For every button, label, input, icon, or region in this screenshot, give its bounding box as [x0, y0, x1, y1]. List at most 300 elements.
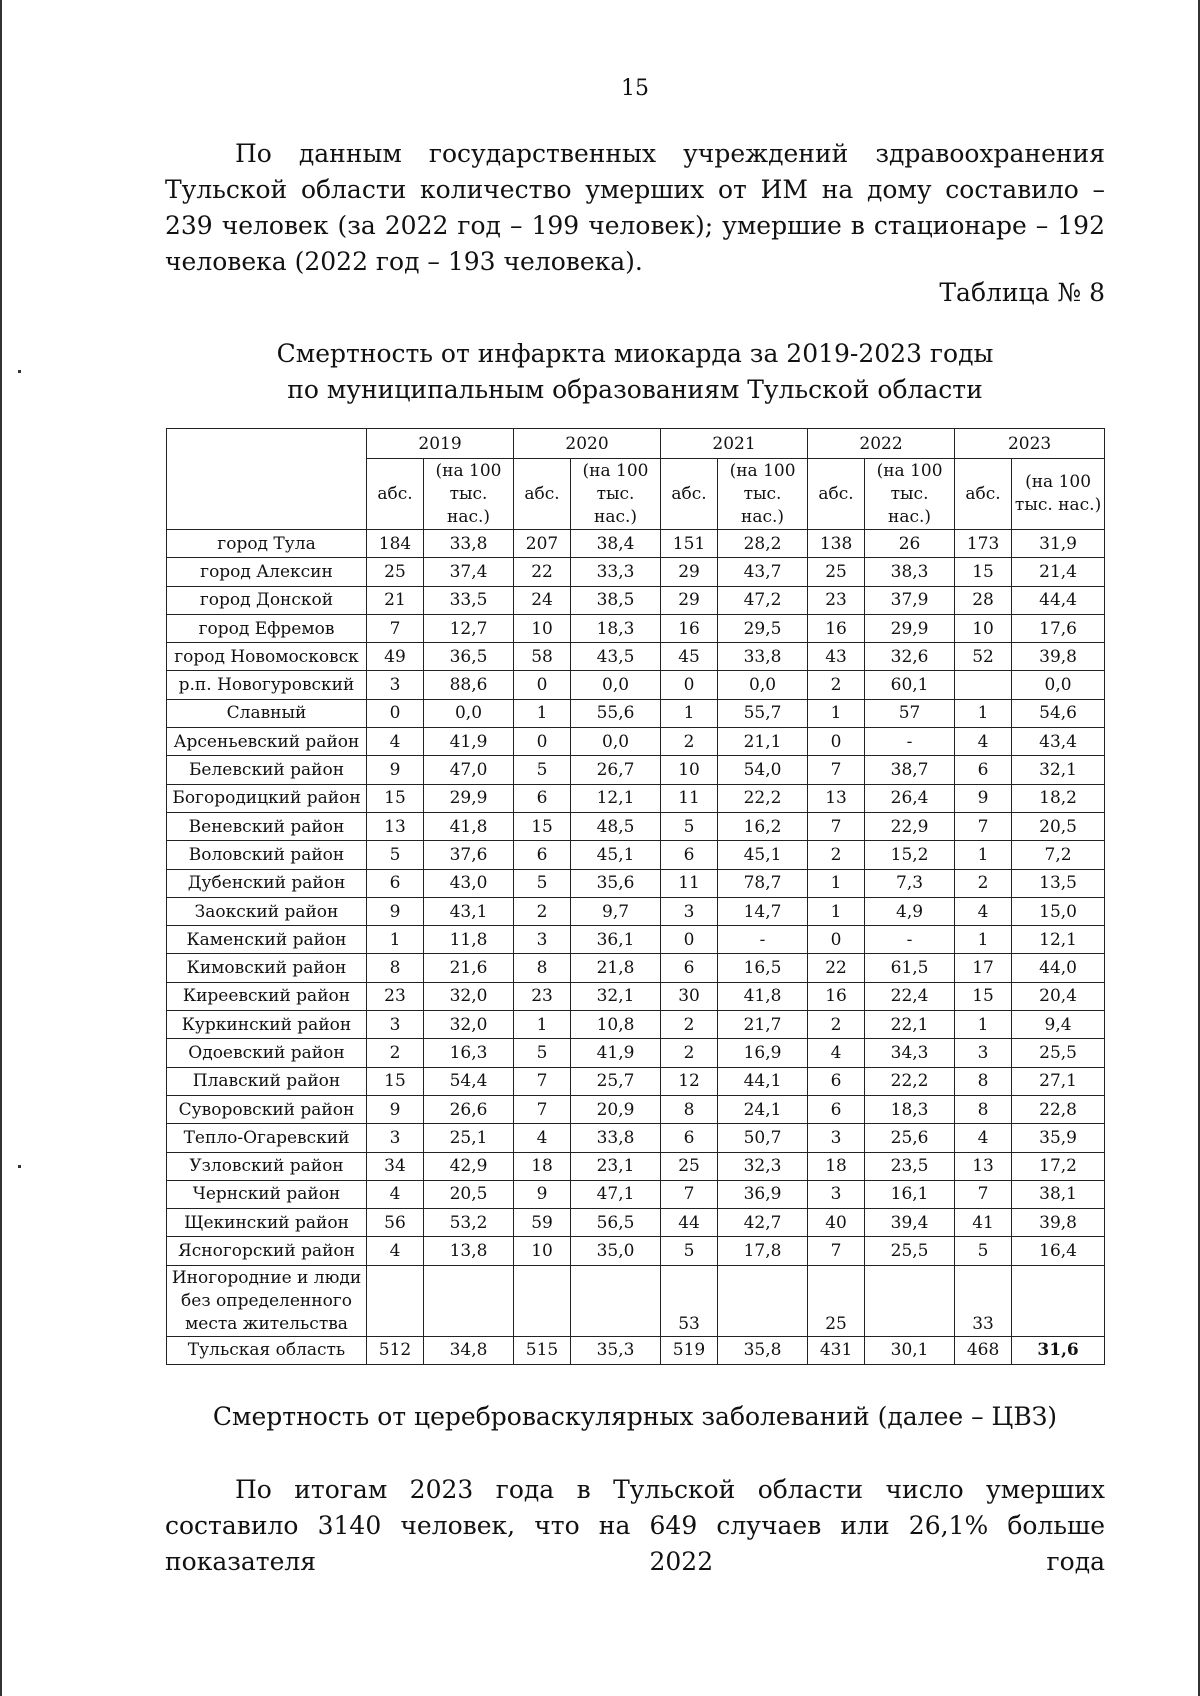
abs-value — [955, 671, 1012, 699]
rate-value: 0,0 — [1012, 671, 1105, 699]
rate-value: 41,8 — [424, 812, 514, 840]
abs-value: 4 — [367, 1237, 424, 1265]
rate-value: 23,1 — [571, 1152, 661, 1180]
rate-value: 37,9 — [865, 586, 955, 614]
region-name: Воловский район — [167, 841, 367, 869]
rate-value: 33,5 — [424, 586, 514, 614]
region-name: Иногородние и люди без определенного места жительства — [167, 1265, 367, 1336]
region-name: Киреевский район — [167, 982, 367, 1010]
rate-value: 33,8 — [424, 530, 514, 558]
table-row — [167, 643, 1105, 671]
rate-value: 26,6 — [424, 1095, 514, 1123]
abs-value: 207 — [514, 530, 571, 558]
region-name: Каменский район — [167, 926, 367, 954]
rate-value: 17,6 — [1012, 614, 1105, 642]
abs-value: 25 — [661, 1152, 718, 1180]
region-name: Ясногорский район — [167, 1237, 367, 1265]
rate-value — [718, 1265, 808, 1336]
region-name: Веневский район — [167, 812, 367, 840]
table-title-line2: по муниципальным образованиям Тульской области — [287, 375, 983, 404]
abs-value: 6 — [955, 756, 1012, 784]
rate-value: 38,7 — [865, 756, 955, 784]
abs-value: 173 — [955, 530, 1012, 558]
rate-value: 11,8 — [424, 926, 514, 954]
abs-value: 3 — [367, 1124, 424, 1152]
abs-value: 2 — [808, 671, 865, 699]
rate-value: 26 — [865, 530, 955, 558]
rate-value: 61,5 — [865, 954, 955, 982]
abs-value: 5 — [514, 869, 571, 897]
rate-value: 37,4 — [424, 558, 514, 586]
abs-value: 22 — [514, 558, 571, 586]
abs-value: 0 — [514, 728, 571, 756]
abs-value: 6 — [661, 954, 718, 982]
abs-value: 4 — [514, 1124, 571, 1152]
rate-value: 47,2 — [718, 586, 808, 614]
abs-value: 16 — [808, 982, 865, 1010]
rate-value: 38,1 — [1012, 1180, 1105, 1208]
scan-speck — [18, 370, 21, 373]
abs-value: 5 — [367, 841, 424, 869]
region-name: город Алексин — [167, 558, 367, 586]
table-row — [167, 869, 1105, 897]
abs-value: 30 — [661, 982, 718, 1010]
abs-value: 3 — [661, 897, 718, 925]
abs-value: 8 — [955, 1067, 1012, 1095]
abs-value: 9 — [955, 784, 1012, 812]
abs-value: 3 — [367, 1011, 424, 1039]
rate-value: - — [865, 926, 955, 954]
abs-value: 11 — [661, 784, 718, 812]
abs-value: 15 — [367, 784, 424, 812]
abs-value: 138 — [808, 530, 865, 558]
rate-value: 29,9 — [424, 784, 514, 812]
table-row — [167, 1124, 1105, 1152]
rate-value: 38,5 — [571, 586, 661, 614]
abs-value: 151 — [661, 530, 718, 558]
rate-value: 39,8 — [1012, 1209, 1105, 1237]
section-title: Смертность от цереброваскулярных заболеваний (далее – ЦВЗ) — [212, 1402, 1058, 1431]
abs-value: 1 — [514, 1011, 571, 1039]
header-abs: абс. — [808, 459, 865, 530]
abs-value: 2 — [661, 728, 718, 756]
rate-value: 10,8 — [571, 1011, 661, 1039]
abs-value: 9 — [367, 1095, 424, 1123]
rate-value: 35,8 — [718, 1336, 808, 1364]
abs-value: 184 — [367, 530, 424, 558]
abs-value: 3 — [808, 1180, 865, 1208]
rate-value: 9,4 — [1012, 1011, 1105, 1039]
region-name: город Новомосковск — [167, 643, 367, 671]
rate-value: 60,1 — [865, 671, 955, 699]
abs-value: 468 — [955, 1336, 1012, 1364]
abs-value: 10 — [955, 614, 1012, 642]
rate-value: 43,5 — [571, 643, 661, 671]
abs-value: 4 — [955, 728, 1012, 756]
rate-value: 34,8 — [424, 1336, 514, 1364]
rate-value: 36,1 — [571, 926, 661, 954]
header-blank-cell — [167, 429, 367, 530]
table-row — [167, 558, 1105, 586]
rate-value: 21,7 — [718, 1011, 808, 1039]
abs-value: 15 — [955, 558, 1012, 586]
table-row — [167, 1039, 1105, 1067]
abs-value: 13 — [955, 1152, 1012, 1180]
rate-value — [424, 1265, 514, 1336]
rate-value: 45,1 — [718, 841, 808, 869]
rate-value: 9,7 — [571, 897, 661, 925]
abs-value: 2 — [661, 1011, 718, 1039]
region-name: Кимовский район — [167, 954, 367, 982]
region-name: город Тула — [167, 530, 367, 558]
rate-value: 23,5 — [865, 1152, 955, 1180]
rate-value: 32,1 — [1012, 756, 1105, 784]
region-name: Белевский район — [167, 756, 367, 784]
rate-value: 12,7 — [424, 614, 514, 642]
header-rate: (на 100 тыс. нас.) — [1012, 459, 1105, 530]
rate-value: 31,9 — [1012, 530, 1105, 558]
abs-value: 24 — [514, 586, 571, 614]
abs-value: 18 — [808, 1152, 865, 1180]
rate-value: 43,0 — [424, 869, 514, 897]
abs-value: 2 — [367, 1039, 424, 1067]
table-row — [167, 1237, 1105, 1265]
table-row — [167, 982, 1105, 1010]
rate-value: 36,5 — [424, 643, 514, 671]
region-name: р.п. Новогуровский — [167, 671, 367, 699]
table-row — [167, 784, 1105, 812]
region-name: Славный — [167, 699, 367, 727]
rate-value: 17,8 — [718, 1237, 808, 1265]
rate-value: 43,7 — [718, 558, 808, 586]
abs-value: 29 — [661, 586, 718, 614]
table-body — [167, 530, 1105, 1365]
abs-value: 1 — [955, 841, 1012, 869]
abs-value: 1 — [367, 926, 424, 954]
rate-value: 33,8 — [571, 1124, 661, 1152]
rate-value: 21,6 — [424, 954, 514, 982]
abs-value: 56 — [367, 1209, 424, 1237]
rate-value: 34,3 — [865, 1039, 955, 1067]
table-row — [167, 1067, 1105, 1095]
abs-value: 58 — [514, 643, 571, 671]
region-name: Чернский район — [167, 1180, 367, 1208]
abs-value: 22 — [808, 954, 865, 982]
rate-value: 35,9 — [1012, 1124, 1105, 1152]
page-border-left — [0, 0, 2, 1696]
abs-value: 1 — [955, 926, 1012, 954]
rate-value: 22,8 — [1012, 1095, 1105, 1123]
rate-value — [571, 1265, 661, 1336]
rate-value: 88,6 — [424, 671, 514, 699]
abs-value: 6 — [808, 1067, 865, 1095]
header-years-row — [167, 429, 1105, 459]
rate-value: 41,8 — [718, 982, 808, 1010]
abs-value: 0 — [661, 926, 718, 954]
table-row — [167, 699, 1105, 727]
rate-value: 21,8 — [571, 954, 661, 982]
abs-value: 6 — [661, 841, 718, 869]
rate-value: 32,0 — [424, 982, 514, 1010]
abs-value — [514, 1265, 571, 1336]
rate-value: 12,1 — [571, 784, 661, 812]
abs-value: 515 — [514, 1336, 571, 1364]
rate-value: 41,9 — [424, 728, 514, 756]
abs-value: 1 — [955, 1011, 1012, 1039]
region-name: город Ефремов — [167, 614, 367, 642]
rate-value: 13,8 — [424, 1237, 514, 1265]
abs-value: 13 — [808, 784, 865, 812]
abs-value: 18 — [514, 1152, 571, 1180]
rate-value: 20,9 — [571, 1095, 661, 1123]
table-row — [167, 1265, 1105, 1336]
abs-value: 8 — [514, 954, 571, 982]
abs-value: 15 — [514, 812, 571, 840]
abs-value: 1 — [808, 869, 865, 897]
abs-value: 1 — [955, 699, 1012, 727]
rate-value: 24,1 — [718, 1095, 808, 1123]
rate-value: 16,2 — [718, 812, 808, 840]
abs-value: 23 — [514, 982, 571, 1010]
table-row — [167, 841, 1105, 869]
abs-value: 7 — [514, 1095, 571, 1123]
rate-value: 47,1 — [571, 1180, 661, 1208]
abs-value: 6 — [367, 869, 424, 897]
region-name: Тепло-Огаревский — [167, 1124, 367, 1152]
table-caption: Таблица № 8 — [939, 278, 1105, 307]
abs-value: 0 — [514, 671, 571, 699]
abs-value: 7 — [955, 812, 1012, 840]
scan-speck — [18, 1165, 21, 1168]
rate-value: 0,0 — [571, 671, 661, 699]
rate-value: 27,1 — [1012, 1067, 1105, 1095]
rate-value: 47,0 — [424, 756, 514, 784]
abs-value: 7 — [367, 614, 424, 642]
rate-value: 20,5 — [424, 1180, 514, 1208]
rate-value: 13,5 — [1012, 869, 1105, 897]
rate-value: - — [865, 728, 955, 756]
rate-value: 20,5 — [1012, 812, 1105, 840]
rate-value: 54,0 — [718, 756, 808, 784]
abs-value: 16 — [661, 614, 718, 642]
rate-value: 38,3 — [865, 558, 955, 586]
rate-value: 21,1 — [718, 728, 808, 756]
table-row — [167, 530, 1105, 558]
abs-value: 7 — [514, 1067, 571, 1095]
rate-value: 35,3 — [571, 1336, 661, 1364]
abs-value: 431 — [808, 1336, 865, 1364]
rate-value: 20,4 — [1012, 982, 1105, 1010]
table-title — [165, 336, 1105, 408]
abs-value: 8 — [367, 954, 424, 982]
rate-value: 39,8 — [1012, 643, 1105, 671]
rate-value: 16,3 — [424, 1039, 514, 1067]
rate-value: 0,0 — [718, 671, 808, 699]
rate-value: 25,6 — [865, 1124, 955, 1152]
rate-value: 44,4 — [1012, 586, 1105, 614]
abs-value: 3 — [514, 926, 571, 954]
abs-value: 1 — [514, 699, 571, 727]
abs-value: 16 — [808, 614, 865, 642]
rate-value: 42,9 — [424, 1152, 514, 1180]
abs-value: 41 — [955, 1209, 1012, 1237]
table-row — [167, 1180, 1105, 1208]
rate-value: 26,4 — [865, 784, 955, 812]
abs-value: 40 — [808, 1209, 865, 1237]
rate-value: 32,3 — [718, 1152, 808, 1180]
abs-value: 512 — [367, 1336, 424, 1364]
region-name: Арсеньевский район — [167, 728, 367, 756]
table-row — [167, 671, 1105, 699]
abs-value: 13 — [367, 812, 424, 840]
abs-value: 29 — [661, 558, 718, 586]
abs-value: 5 — [514, 1039, 571, 1067]
rate-value: 33,3 — [571, 558, 661, 586]
rate-value: 21,4 — [1012, 558, 1105, 586]
table-row — [167, 954, 1105, 982]
table-row — [167, 728, 1105, 756]
abs-value: 25 — [367, 558, 424, 586]
region-name: Тульская область — [167, 1336, 367, 1364]
rate-value: 7,2 — [1012, 841, 1105, 869]
rate-value: 16,9 — [718, 1039, 808, 1067]
region-name: Щекинский район — [167, 1209, 367, 1237]
abs-value: 5 — [661, 812, 718, 840]
abs-value: 0 — [367, 699, 424, 727]
rate-value: 57 — [865, 699, 955, 727]
table-row — [167, 1095, 1105, 1123]
abs-value: 5 — [955, 1237, 1012, 1265]
abs-value: 15 — [955, 982, 1012, 1010]
rate-value: 54,4 — [424, 1067, 514, 1095]
abs-value: 9 — [514, 1180, 571, 1208]
abs-value: 3 — [808, 1124, 865, 1152]
header-rate: (на 100 тыс. нас.) — [424, 459, 514, 530]
rate-value: 25,5 — [865, 1237, 955, 1265]
region-name: Богородицкий район — [167, 784, 367, 812]
header-year: 2020 — [514, 429, 661, 459]
rate-value: 42,7 — [718, 1209, 808, 1237]
rate-value: 37,6 — [424, 841, 514, 869]
abs-value: 6 — [514, 784, 571, 812]
abs-value: 1 — [808, 897, 865, 925]
rate-value: 0,0 — [424, 699, 514, 727]
page-number: 15 — [621, 76, 649, 101]
abs-value: 11 — [661, 869, 718, 897]
abs-value: 4 — [808, 1039, 865, 1067]
rate-value: 31,6 — [1012, 1336, 1105, 1364]
abs-value: 33 — [955, 1265, 1012, 1336]
header-year: 2023 — [955, 429, 1105, 459]
table-row — [167, 1209, 1105, 1237]
abs-value: 59 — [514, 1209, 571, 1237]
abs-value: 5 — [514, 756, 571, 784]
region-name: Суворовский район — [167, 1095, 367, 1123]
rate-value: 22,4 — [865, 982, 955, 1010]
table-row — [167, 1336, 1105, 1364]
abs-value: 10 — [661, 756, 718, 784]
rate-value: 18,2 — [1012, 784, 1105, 812]
rate-value — [865, 1265, 955, 1336]
table-row — [167, 926, 1105, 954]
rate-value: 25,5 — [1012, 1039, 1105, 1067]
rate-value: 14,7 — [718, 897, 808, 925]
abs-value: 34 — [367, 1152, 424, 1180]
rate-value: 56,5 — [571, 1209, 661, 1237]
abs-value: 8 — [955, 1095, 1012, 1123]
rate-value: 16,5 — [718, 954, 808, 982]
abs-value: 5 — [661, 1237, 718, 1265]
rate-value: 41,9 — [571, 1039, 661, 1067]
table-row — [167, 586, 1105, 614]
abs-value: 519 — [661, 1336, 718, 1364]
rate-value: 16,4 — [1012, 1237, 1105, 1265]
rate-value: 38,4 — [571, 530, 661, 558]
rate-value: 55,6 — [571, 699, 661, 727]
rate-value: 44,1 — [718, 1067, 808, 1095]
abs-value: 7 — [808, 812, 865, 840]
abs-value: 52 — [955, 643, 1012, 671]
abs-value: 10 — [514, 1237, 571, 1265]
region-name: Куркинский район — [167, 1011, 367, 1039]
rate-value: 78,7 — [718, 869, 808, 897]
table-row — [167, 812, 1105, 840]
abs-value: 21 — [367, 586, 424, 614]
rate-value: 32,1 — [571, 982, 661, 1010]
abs-value: 9 — [367, 756, 424, 784]
abs-value: 53 — [661, 1265, 718, 1336]
header-rate: (на 100 тыс. нас.) — [865, 459, 955, 530]
abs-value: 7 — [808, 756, 865, 784]
rate-value: 45,1 — [571, 841, 661, 869]
rate-value: 7,3 — [865, 869, 955, 897]
rate-value: 29,5 — [718, 614, 808, 642]
rate-value: 15,0 — [1012, 897, 1105, 925]
abs-value: 7 — [808, 1237, 865, 1265]
region-name: Одоевский район — [167, 1039, 367, 1067]
abs-value: 25 — [808, 1265, 865, 1336]
abs-value: 28 — [955, 586, 1012, 614]
rate-value: 17,2 — [1012, 1152, 1105, 1180]
table-row — [167, 614, 1105, 642]
rate-value: 50,7 — [718, 1124, 808, 1152]
header-year: 2019 — [367, 429, 514, 459]
abs-value: 10 — [514, 614, 571, 642]
mortality-table — [166, 428, 1105, 1365]
abs-value: 15 — [367, 1067, 424, 1095]
rate-value: 35,0 — [571, 1237, 661, 1265]
abs-value: 23 — [367, 982, 424, 1010]
rate-value: 12,1 — [1012, 926, 1105, 954]
rate-value: 44,0 — [1012, 954, 1105, 982]
abs-value: 44 — [661, 1209, 718, 1237]
rate-value: 0,0 — [571, 728, 661, 756]
header-year: 2022 — [808, 429, 955, 459]
abs-value: 3 — [955, 1039, 1012, 1067]
rate-value: 30,1 — [865, 1336, 955, 1364]
header-rate: (на 100 тыс. нас.) — [571, 459, 661, 530]
rate-value: 22,2 — [718, 784, 808, 812]
abs-value: 17 — [955, 954, 1012, 982]
rate-value: 25,7 — [571, 1067, 661, 1095]
abs-value: 7 — [955, 1180, 1012, 1208]
region-name: город Донской — [167, 586, 367, 614]
header-rate: (на 100 тыс. нас.) — [718, 459, 808, 530]
abs-value: 2 — [514, 897, 571, 925]
abs-value: 0 — [661, 671, 718, 699]
header-year: 2021 — [661, 429, 808, 459]
abs-value: 1 — [661, 699, 718, 727]
